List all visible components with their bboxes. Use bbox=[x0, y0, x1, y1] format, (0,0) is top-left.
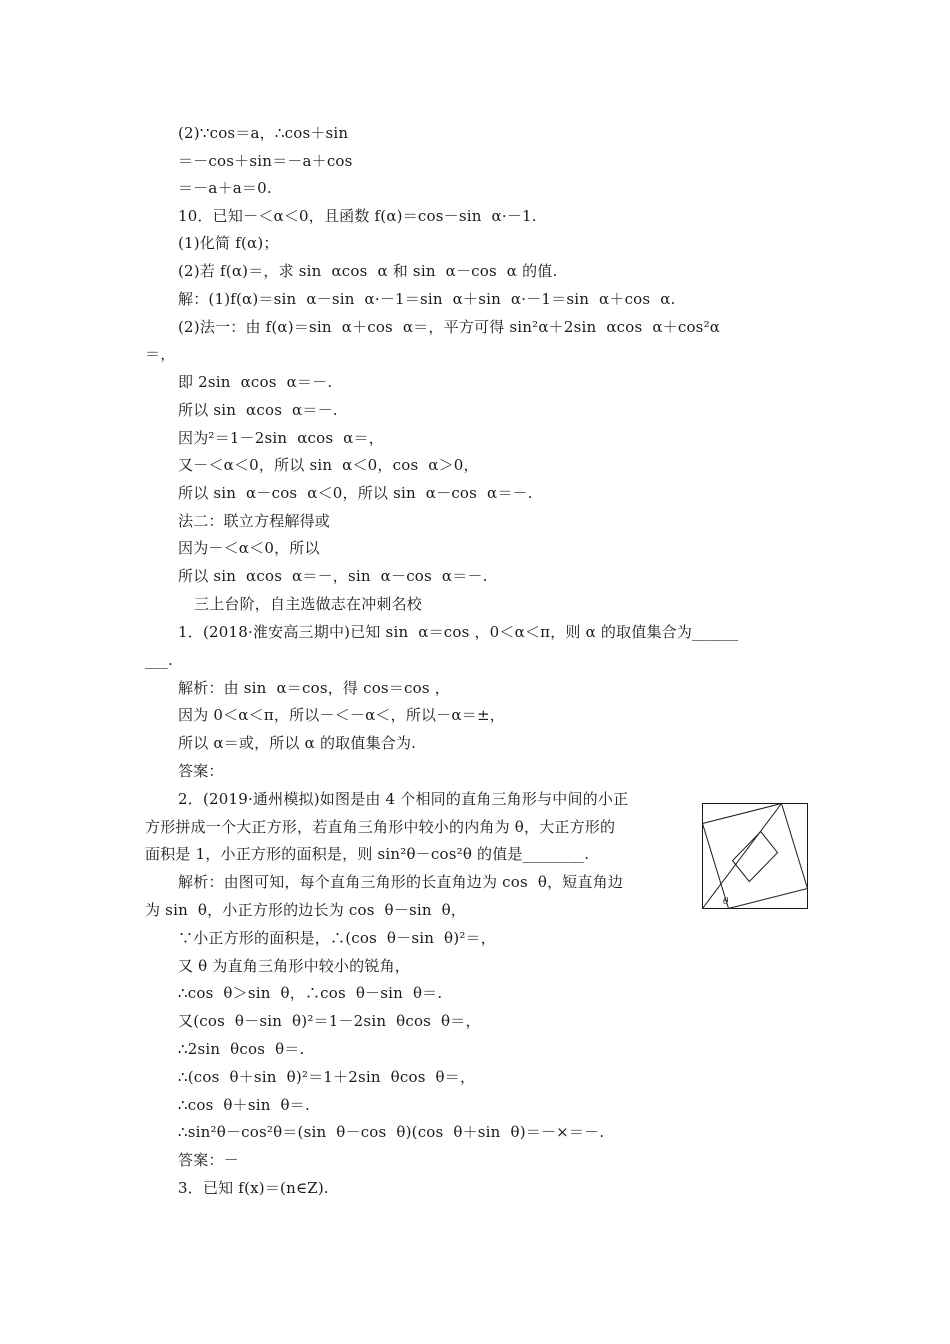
triangle-edge bbox=[782, 804, 808, 889]
text-line: (2)法一：由 f(α)＝sin α＋cos α＝，平方可得 sin²α＋2sin αcos α＋cos²α bbox=[178, 318, 721, 336]
triangle-edge bbox=[729, 889, 808, 909]
answer-label: 答案： bbox=[178, 762, 224, 780]
text-line: 又 θ 为直角三角形中较小的锐角， bbox=[178, 957, 410, 975]
text-line: ∴(cos θ＋sin θ)²＝1＋2sin θcos θ＝， bbox=[178, 1068, 476, 1086]
text-line: ＝， bbox=[145, 345, 176, 363]
text-line: 方形拼成一个大正方形，若直角三角形中较小的内角为 θ，大正方形的 bbox=[145, 818, 616, 836]
text-line: 解析：由 sin α＝cos，得 cos＝cos ， bbox=[178, 679, 450, 697]
text-line: ∴2sin θcos θ＝. bbox=[178, 1040, 305, 1058]
triangle-edge bbox=[703, 824, 729, 909]
text-line: 解：(1)f(α)＝sin α－sin α·－1＝sin α＋sin α·－1＝sin α＋cos α. bbox=[178, 290, 676, 308]
text-line: 法二：联立方程解得或 bbox=[178, 512, 331, 530]
text-line: 又(cos θ－sin θ)²＝1－2sin θcos θ＝， bbox=[178, 1012, 481, 1030]
triangle-edge bbox=[703, 804, 782, 909]
text-line: ＝－a＋a＝0. bbox=[178, 179, 272, 197]
text-line: ___. bbox=[145, 651, 174, 669]
problem-3-title: 3．已知 f(x)＝(n∈Z). bbox=[178, 1179, 329, 1197]
problem-1-title: 1．(2018·淮安高三期中)已知 sin α＝cos ，0＜α＜π，则 α 的取值集合为______ bbox=[178, 623, 739, 641]
text-line: 又－＜α＜0，所以 sin α＜0，cos α＞0， bbox=[178, 456, 479, 474]
answer-label: 答案：－ bbox=[178, 1151, 239, 1169]
problem-2-title: 2．(2019·通州模拟)如图是由 4 个相同的直角三角形与中间的小正 bbox=[178, 790, 629, 808]
text-line: ＝－cos＋sin＝－a＋cos bbox=[178, 152, 353, 170]
angle-theta-label: θ bbox=[723, 897, 729, 907]
text-line: 解析：由图可知，每个直角三角形的长直角边为 cos θ，短直角边 bbox=[178, 873, 624, 891]
text-line: 因为 0＜α＜π，所以－＜－α＜，所以－α＝±， bbox=[178, 706, 505, 724]
pinwheel-square-figure bbox=[702, 803, 808, 909]
text-line: (2)若 f(α)＝，求 sin αcos α 和 sin α－cos α 的值. bbox=[178, 262, 558, 280]
text-line: 所以 sin αcos α＝－，sin α－cos α＝－. bbox=[178, 567, 488, 585]
text-line: 所以 sin αcos α＝－. bbox=[178, 401, 338, 419]
text-line: 即 2sin αcos α＝－. bbox=[178, 373, 333, 391]
text-line: 所以 α＝或，所以 α 的取值集合为. bbox=[178, 734, 417, 752]
text-line: ∴cos θ＞sin θ，∴cos θ－sin θ＝. bbox=[178, 984, 443, 1002]
text-line: ∴cos θ＋sin θ＝. bbox=[178, 1096, 310, 1114]
text-line: ∵小正方形的面积是，∴(cos θ－sin θ)²＝， bbox=[178, 929, 496, 947]
text-line: 为 sin θ，小正方形的边长为 cos θ－sin θ， bbox=[145, 901, 467, 919]
text-line: 面积是 1，小正方形的面积是，则 sin²θ－cos²θ 的值是________. bbox=[145, 845, 590, 863]
problem-10-title: 10．已知－＜α＜0，且函数 f(α)＝cos－sin α·－1. bbox=[178, 207, 537, 225]
text-line: 所以 sin α－cos α＜0，所以 sin α－cos α＝－. bbox=[178, 484, 533, 502]
section-heading: 三上台阶，自主选做志在冲刺名校 bbox=[194, 595, 423, 613]
text-line: 因为－＜α＜0，所以 bbox=[178, 539, 320, 557]
text-line: ∴sin²θ－cos²θ＝(sin θ－cos θ)(cos θ＋sin θ)＝－×＝－. bbox=[178, 1123, 605, 1141]
text-line: 因为²＝1－2sin αcos α＝， bbox=[178, 429, 384, 447]
text-line: (2)∵cos＝a，∴cos＋sin bbox=[178, 124, 349, 142]
text-line: (1)化简 f(α)； bbox=[178, 234, 279, 252]
